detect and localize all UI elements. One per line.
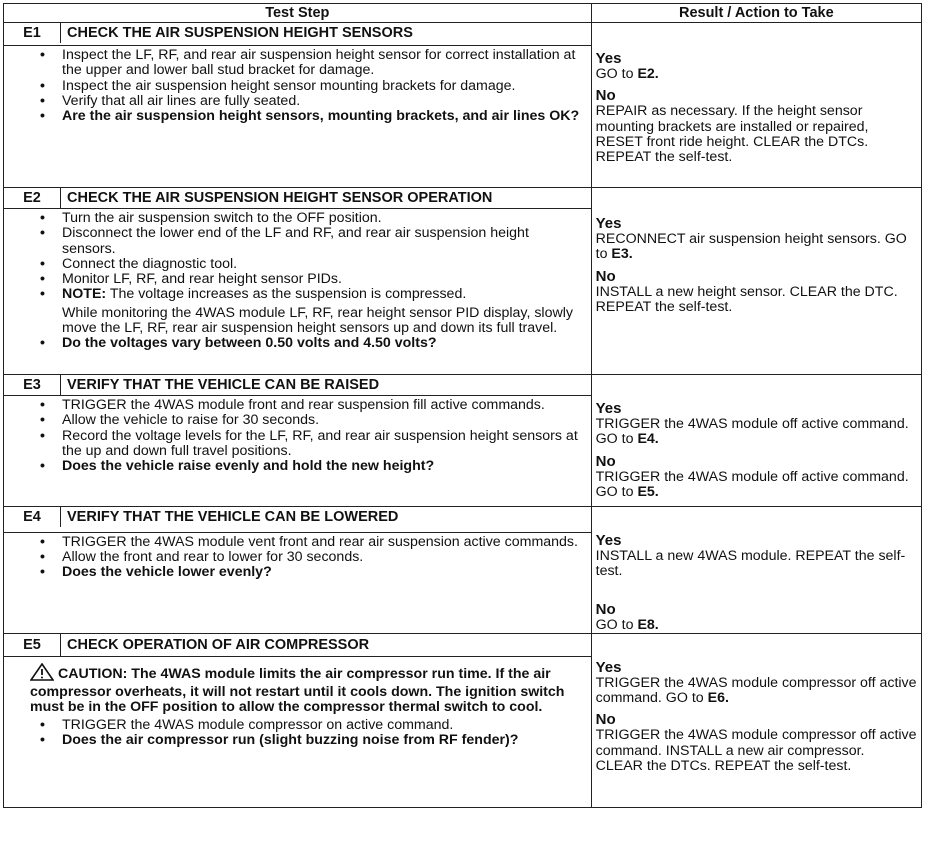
step-title: CHECK THE AIR SUSPENSION HEIGHT SENSORS [67,25,413,41]
step-code: E5 [4,634,61,656]
list-item: • Allow the vehicle to raise for 30 seconds. [40,413,585,428]
list-item: • Do the voltages vary between 0.50 volts and 4.50 volts? [40,336,585,351]
yes-label: Yes [595,400,622,417]
no-label: No [595,600,616,618]
step-e5-checklist [4,716,591,753]
list-item: • Disconnect the lower end of the LF and RF, and rear air suspension height sensors. [40,226,585,257]
table-header-row [4,4,922,23]
step-e1-checklist [4,46,591,128]
step-code: E4 [4,507,61,527]
yes-action: INSTALL a new 4WAS module. REPEAT the self-test. [595,548,906,580]
yes-label: Yes [595,532,622,549]
note-follow-text: While monitoring the 4WAS module LF, RF, rear height sensor PID display, slowly move the LF, RF, rear air suspension height sensors up and down its full travel. [62,304,573,337]
step-e3-checklist [4,396,591,478]
test-step-header: Test Step [4,4,592,23]
no-action-extra: CLEAR the DTCs. REPEAT the self-test. [595,758,852,775]
no-action: GO to E8. [595,616,659,633]
list-item: • Inspect the LF, RF, and rear air suspension height sensor for correct installation at the upper and lower ball stud bracket for damage. [40,48,585,79]
list-item: • Does the vehicle raise evenly and hold the new height? [40,459,585,474]
list-item: • Allow the front and rear to lower for 30 seconds. [40,550,585,565]
step-e2-checklist [4,209,591,356]
step-code: E3 [4,375,61,395]
step-e4-checklist [4,533,591,585]
list-item: • Turn the air suspension switch to the OFF position. [40,211,585,226]
no-action: TRIGGER the 4WAS module compressor off active command. INSTALL a new air compressor. [595,727,917,759]
result-header: Result / Action to Take [591,4,921,23]
no-label: No [595,452,616,470]
yes-action: TRIGGER the 4WAS module compressor off active command. GO to E6. [595,674,917,707]
list-item: • TRIGGER the 4WAS module front and rear suspension fill active commands. [40,398,585,413]
list-item: • Are the air suspension height sensors, mounting brackets, and air lines OK? [40,109,585,124]
caution-block [4,657,591,716]
list-item: • Monitor LF, RF, and rear height sensor PIDs. [40,272,585,287]
no-label: No [595,267,616,285]
step-e1-header-row [4,23,922,46]
step-title: CHECK THE AIR SUSPENSION HEIGHT SENSOR OPERATION [67,190,493,206]
yes-label: Yes [595,215,622,232]
list-item: • Inspect the air suspension height sensor mounting brackets for damage. [40,79,585,94]
step-title: CHECK OPERATION OF AIR COMPRESSOR [67,636,370,653]
list-item: • Does the air compressor run (slight buzzing noise from RF fender)? [40,733,585,748]
note-item: • NOTE: The voltage increases as the suspension is compressed. [40,287,585,302]
yes-label: Yes [595,50,622,67]
list-item: • Connect the diagnostic tool. [40,257,585,272]
no-action: TRIGGER the 4WAS module off active command. GO to E5. [595,468,909,500]
step-e3-header-row [4,375,922,396]
step-e4-header-row [4,507,922,533]
list-item: • Record the voltage levels for the LF, RF, and rear air suspension height sensors at the up and down full travel positions. [40,429,585,460]
list-item: • TRIGGER the 4WAS module vent front and rear air suspension active commands. [40,535,585,550]
list-item: • TRIGGER the 4WAS module compressor on active command. [40,718,585,733]
yes-label: Yes [595,658,622,676]
warning-triangle-icon [30,663,54,685]
diagnostic-table [3,3,922,808]
step-title: VERIFY THAT THE VEHICLE CAN BE RAISED [67,377,380,393]
no-label: No [595,711,616,729]
step-title: VERIFY THAT THE VEHICLE CAN BE LOWERED [67,509,399,525]
list-item: • Verify that all air lines are fully seated. [40,94,585,109]
yes-action: RECONNECT air suspension height sensors. GO to E3. [595,231,907,263]
step-code: E1 [4,23,61,43]
step-e5-header-row [4,633,922,656]
yes-action: TRIGGER the 4WAS module off active command. GO to E4. [595,416,909,448]
yes-action: GO to E2. [595,66,659,82]
diagnostic-table-page [3,3,923,841]
step-code: E2 [4,188,61,208]
caution-text: CAUTION: The 4WAS module limits the air compressor run time. If the air compressor overheats, it will not restart until it cools down. The ignition switch must be in the OFF position to allow the compressor thermal switch to cool. [30,665,565,716]
list-item: • Does the vehicle lower evenly? [40,565,585,580]
no-label: No [595,87,616,105]
no-action: REPAIR as necessary. If the height sensor mounting brackets are installed or repaired, RESET front ride height. CLEAR the DTCs. REPEAT the self-test. [595,103,869,166]
no-action: INSTALL a new height sensor. CLEAR the DTC. REPEAT the self-test. [595,283,898,315]
step-e2-header-row [4,188,922,209]
